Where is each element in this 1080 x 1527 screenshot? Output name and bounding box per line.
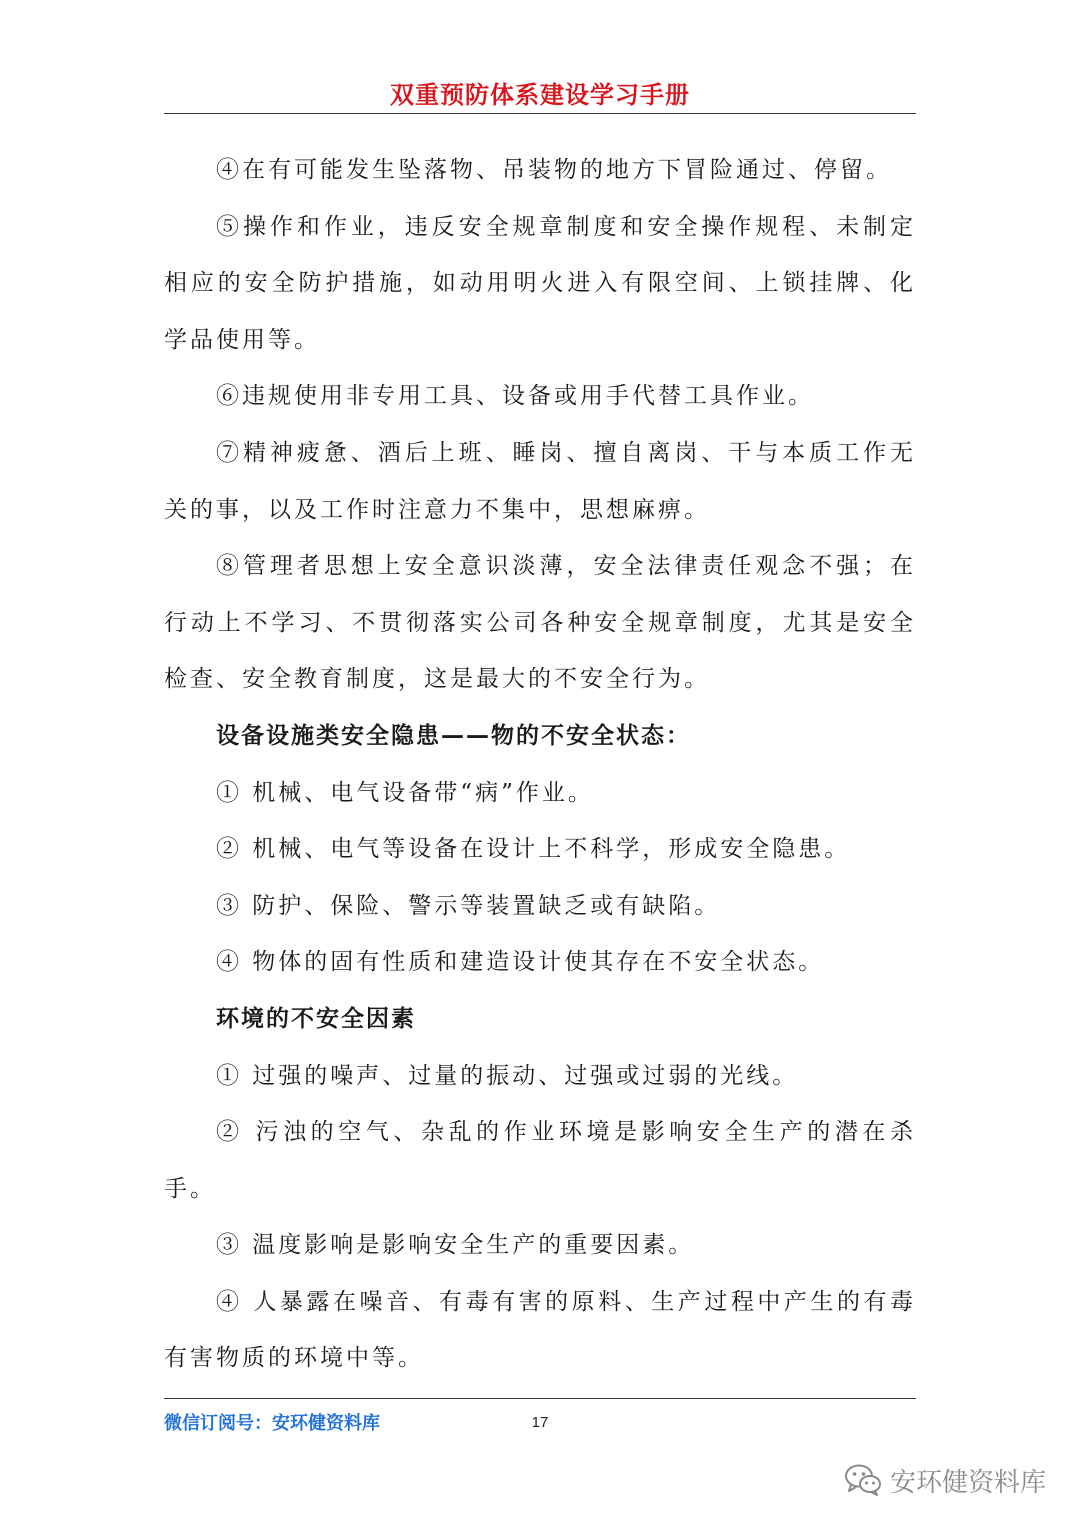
section-heading: 设备设施类安全隐患——物的不安全状态： — [216, 722, 691, 749]
body-paragraph: ⑤操作和作业，违反安全规章制度和安全操作规程、未制定相应的安全防护措施，如动用明火进入有限空间、上锁挂牌、化学品使用等。 — [164, 213, 916, 353]
body-paragraph: ④ 物体的固有性质和建造设计使其存在不安全状态。 — [216, 949, 825, 976]
body-paragraph: ④在有可能发生坠落物、吊装物的地方下冒险通过、停留。 — [216, 157, 892, 183]
footer-divider — [164, 1398, 916, 1399]
body-paragraph: ③ 防护、保险、警示等装置缺乏或有缺陷。 — [216, 892, 721, 919]
body-paragraph: ⑥违规使用非专用工具、设备或用手代替工具作业。 — [216, 383, 814, 410]
body-content — [164, 142, 916, 1387]
section-heading: 环境的不安全因素 — [216, 1005, 416, 1032]
watermark-text: 安环健资料库 — [889, 1467, 1046, 1498]
body-paragraph: ⑧管理者思想上安全意识淡薄，安全法律责任观念不强；在行动上不学习、不贯彻落实公司各种安全规章制度，尤其是安全检查、安全教育制度，这是最大的不安全行为。 — [164, 553, 916, 693]
page-number: 17 — [531, 1414, 549, 1431]
body-paragraph: ② 污浊的空气、杂乱的作业环境是影响安全生产的潜在杀手。 — [164, 1119, 916, 1202]
wechat-icon — [844, 1463, 882, 1497]
body-paragraph: ⑦精神疲惫、酒后上班、睡岗、擅自离岗、干与本质工作无关的事，以及工作时注意力不集中，思想麻痹。 — [164, 439, 916, 523]
body-paragraph: ③ 温度影响是影响安全生产的重要因素。 — [216, 1232, 695, 1259]
watermark — [844, 1458, 1046, 1502]
body-paragraph: ① 过强的噪声、过量的振动、过强或过弱的光线。 — [216, 1062, 799, 1089]
body-paragraph: ④ 人暴露在噪音、有毒有害的原料、生产过程中产生的有毒有害物质的环境中等。 — [164, 1288, 916, 1372]
header-divider — [164, 113, 916, 114]
body-paragraph: ① 机械、电气设备带“病”作业。 — [216, 779, 594, 806]
body-paragraph: ② 机械、电气等设备在设计上不科学，形成安全隐患。 — [216, 836, 851, 863]
header-title: 双重预防体系建设学习手册 — [390, 81, 690, 109]
footer-subscription-text: 微信订阅号：安环健资料库 — [164, 1413, 380, 1434]
